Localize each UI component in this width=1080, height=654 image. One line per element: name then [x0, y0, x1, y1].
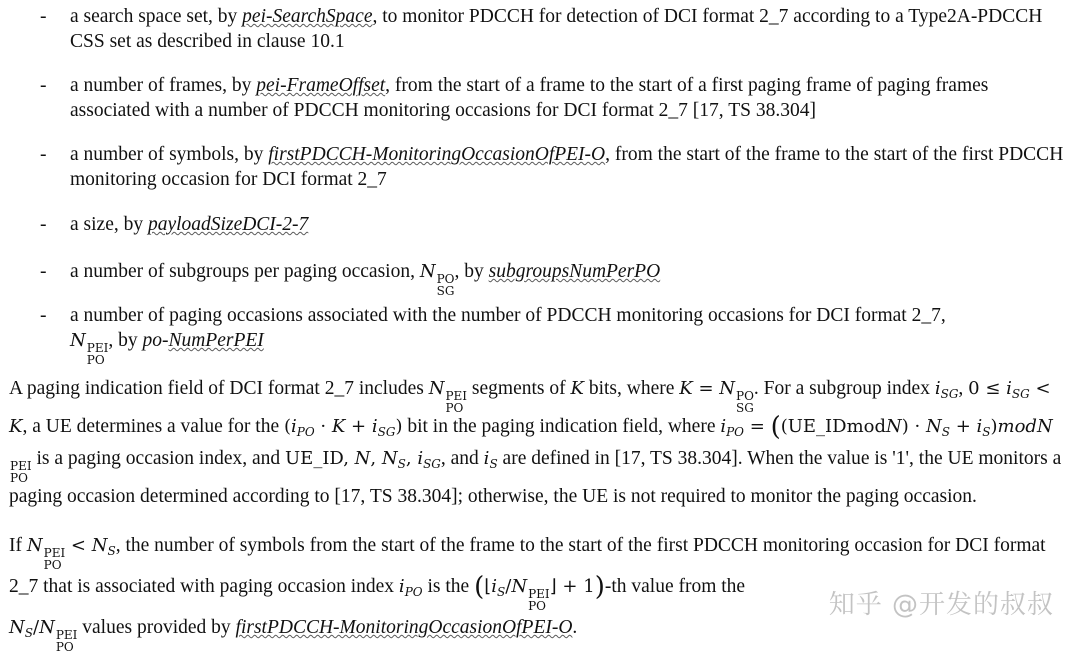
math-ratio: $N_S/N$ PEI PO	[9, 617, 78, 654]
parameter-reference: subgroupsNumPerPO	[488, 261, 661, 282]
list-item-text: a search space set, by pei-SearchSpace, to monitor PDCCH for detection of DCI format 2_7 according to a Type2A-PDCCH CSS set as described in clause 10.1	[70, 6, 1043, 52]
bullet-dash: -	[40, 75, 47, 96]
parameter-reference: NumPerPEI	[168, 330, 264, 351]
parameter-reference: firstPDCCH-MonitoringOccasionOfPEI-O	[268, 144, 606, 165]
parameter-reference: firstPDCCH-MonitoringOccasionOfPEI-O	[235, 617, 573, 638]
watermark: 知乎 @开发的叔叔	[828, 590, 1054, 620]
list-item-text: a number of symbols, by firstPDCCH-MonitoringOccasionOfPEI-O, from the start of the frame to the start of the first PDCCH monitoring occasion for DCI format 2_7	[70, 144, 1064, 190]
list-item-text: a number of subgroups per paging occasion, N PO SG , by subgroupsNumPerPO	[70, 261, 661, 298]
bullet-dash: -	[40, 214, 47, 235]
math-n-sg-po: N PO SG	[719, 378, 754, 415]
math-bit-index: $(i_{PO} \cdot K + i_{SG})$	[283, 416, 403, 439]
math-condition: N PEI PO < $N_S$	[26, 535, 116, 572]
math-n-po-pei: N PEI PO	[70, 330, 109, 367]
parameter-reference: pei-FrameOffset	[256, 75, 386, 96]
bullet-dash: -	[40, 261, 47, 282]
bullet-dash: -	[40, 144, 47, 165]
parameter-reference: payloadSizeDCI-2-7	[147, 214, 309, 235]
list-item-text: a size, by payloadSizeDCI-2-7	[70, 214, 309, 235]
paragraph-paging-indication: A paging indication field of DCI format 2_7 includes N PEI PO segments of K bits, where K = N PO SG . For a subgroup index $i_{SG}$, $0 \le i_{SG} < K$, a UE determines a value for the $(i_{PO} \cdot K + i_{SG})$ bit in the paging indication field, where $i_{PO}$ = ((UE_IDmodN) · $N_S$ + $i_S)modN$ PEI PO is a paging occasion index, and UE_ID, N, $N_S$, $i_{SG}$, and $i_S$ are defined in [17, TS 38.304]. When the value is '1', the UE monitors a paging occasion determined according to [17, TS 38.304]; otherwise, the UE is not required to monitor the paging occasion.	[9, 378, 1062, 507]
math-variable-list: UE_ID, N, $N_S$, $i_{SG}$	[285, 447, 441, 471]
list-item-text: a number of frames, by pei-FrameOffset, from the start of a frame to the start of a first paging frame of paging frames associated with a number of PDCCH monitoring occasions for DCI format 2_7 [17, TS 38.304]	[70, 75, 989, 121]
math-index-expression: ($⌊i_S/N$ PEI PO ⌋ + 1)	[474, 572, 605, 613]
math-ipo-definition: $i_{PO}$ = ((UE_IDmodN) · $N_S$ + $i_S)modN$ PEI PO	[10, 412, 1053, 485]
bullet-dash: -	[40, 6, 47, 27]
bullet-dash: -	[40, 305, 47, 326]
math-i-po: $i_{PO}$	[398, 576, 423, 599]
list-item-text: a number of paging occasions associated with the number of PDCCH monitoring occasions for DCI format 2_7, N PEI PO , by po-NumPerPEI	[70, 305, 946, 367]
math-n-po-pei: N PEI PO	[428, 378, 468, 415]
parameter-reference: pei-SearchSpace	[242, 6, 373, 27]
math-i-sg: $i_{SG}$	[934, 378, 959, 401]
paragraph-symbol-offset: If N PEI PO < $N_S$, the number of symbols from the start of the frame to the start of the first PDCCH monitoring occasion for DCI format 2_7 that is associated with paging occasion index $i_{PO}$ is the ($⌊i_S/N$ PEI PO ⌋ + 1)-th value from the $N_S/N$ PEI PO values provided by firstPDCCH-MonitoringOccasionOfPEI-O.	[9, 535, 1046, 654]
math-n-sg-po: N PO SG	[419, 261, 455, 298]
